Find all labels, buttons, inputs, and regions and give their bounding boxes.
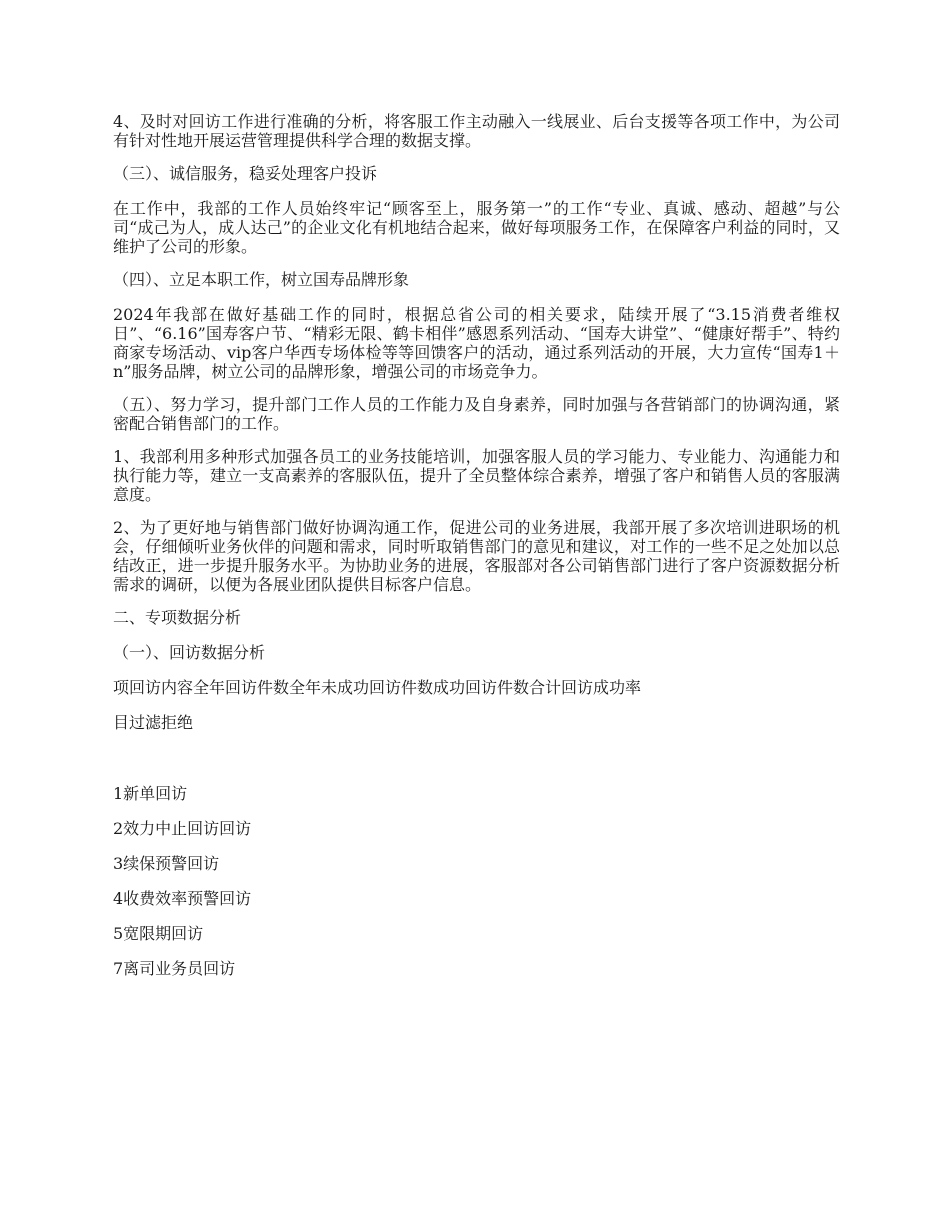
section-heading-brand-image: （四）、立足本职工作，树立国寿品牌形象: [113, 270, 410, 289]
list-item: 7离司业务员回访: [113, 959, 236, 978]
paragraph-brand-activities: 2024年我部在做好基础工作的同时，根据总省公司的相关要求，陆续开展了“3.15消费者维权日”、“6.16”国寿客户节、“精彩无限、鹤卡相伴”感恩系列活动、“国寿大讲堂”、“健康好帮手”、特约商家专场活动、vip客户华西专场体检等等回馈客户的活动，通过系列活动的开展，大力宣传“国寿1＋n”服务品牌，树立公司的品牌形象，增强公司的市场竞争力。: [113, 305, 840, 381]
section-heading-learning: （五）、努力学习，提升部门工作人员的工作能力及自身素养，同时加强与各营销部门的协调沟通，紧密配合销售部门的工作。: [113, 395, 840, 433]
list-item: 2效力中止回访回访: [113, 819, 252, 838]
table-header-line: 项回访内容全年回访件数全年未成功回访件数成功回访件数合计回访成功率: [113, 678, 642, 697]
list-item: 1新单回访: [113, 784, 188, 803]
paragraph-sales-coordination: 2、为了更好地与销售部门做好协调沟通工作，促进公司的业务进展，我部开展了多次培训进职场的机会，仔细倾听业务伙伴的问题和需求，同时听取销售部门的意见和建议，对工作的一些不足之处加以总结改正，进一步提升服务水平。为协助业务的进展，客服部对各公司销售部门进行了客户资源数据分析需求的调研，以便为各展业团队提供目标客户信息。: [113, 518, 840, 594]
paragraph-integrity-service: 在工作中，我部的工作人员始终牢记“顾客至上，服务第一”的工作“专业、真诚、感动、超越”与公司“成己为人，成人达己”的企业文化有机地结合起来，做好每项服务工作，在保障客户利益的同时，又维护了公司的形象。: [113, 199, 840, 256]
paragraph-callback-analysis: 4、及时对回访工作进行准确的分析，将客服工作主动融入一线展业、后台支援等各项工作中，为公司有针对性地开展运营管理提供科学合理的数据支撑。: [113, 112, 840, 150]
list-item: 5宽限期回访: [113, 924, 204, 943]
section-heading-integrity-service: （三）、诚信服务，稳妥处理客户投诉: [113, 164, 378, 183]
document-page: [113, 112, 840, 994]
table-header-line-2: 目过滤拒绝: [113, 713, 194, 732]
section-heading-callback-data: （一）、回访数据分析: [113, 643, 266, 662]
section-heading-data-analysis: 二、专项数据分析: [113, 608, 242, 627]
paragraph-training: 1、我部利用多种形式加强各员工的业务技能培训，加强客服人员的学习能力、专业能力、沟通能力和执行能力等，建立一支高素养的客服队伍，提升了全员整体综合素养，增强了客户和销售人员的客服满意度。: [113, 447, 840, 504]
list-item: 3续保预警回访: [113, 854, 220, 873]
list-item: 4收费效率预警回访: [113, 889, 252, 908]
